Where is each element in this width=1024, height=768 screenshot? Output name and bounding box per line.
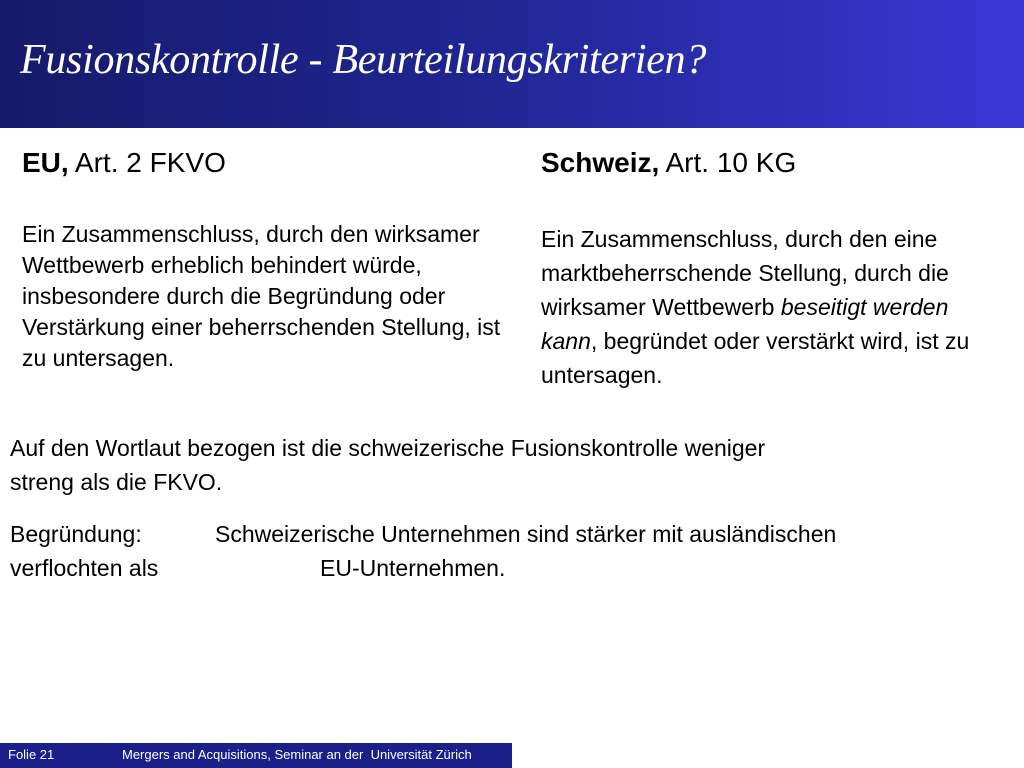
swiss-heading-rest: Art. 10 KG: [659, 147, 797, 178]
footer-bar: [0, 743, 512, 768]
eu-heading: [22, 144, 502, 182]
slide-title: Fusionskontrolle - Beurteilungskriterien?: [20, 37, 707, 83]
swiss-heading: [541, 144, 1011, 182]
reason-line2-a: verflochten als: [10, 555, 159, 581]
reason: [10, 517, 1010, 585]
reason-label: Begründung:: [10, 521, 142, 547]
eu-heading-rest: Art. 2 FKVO: [68, 147, 226, 178]
swiss-column: [541, 144, 1011, 388]
reason-line2-b: EU-Unternehmen.: [320, 555, 506, 581]
swiss-text-part2: , begründet oder verstärkt wird, ist zu untersagen.: [541, 328, 970, 388]
swiss-text-emphasis: beseitigt werden kann: [541, 294, 949, 354]
conclusion: [10, 431, 1010, 499]
eu-heading-bold: EU,: [22, 147, 69, 178]
swiss-heading-bold: Schweiz,: [541, 147, 660, 178]
conclusion-line1: Auf den Wortlaut bezogen ist die schweizerische Fusionskontrolle weniger: [10, 435, 766, 461]
title-bar: [0, 0, 1024, 128]
slide-number: Folie 21: [8, 747, 55, 762]
swiss-text: [541, 222, 1011, 392]
conclusion-line2: streng als die FKVO.: [10, 469, 223, 495]
swiss-text-part1: Ein Zusammenschluss, durch den eine marktbeherrschende Stellung, durch die wirksamer Wettbewerb: [541, 226, 949, 320]
eu-text: Ein Zusammenschluss, durch den wirksamer Wettbewerb erheblich behindert würde, insbesondere durch die Begründung oder Verstärkung einer beherrschenden Stellung, ist zu untersagen.: [22, 221, 501, 371]
footer-course: Mergers and Acquisitions, Seminar an der Universität Zürich: [122, 747, 472, 762]
eu-column: [22, 144, 502, 371]
reason-line1: Schweizerische Unternehmen sind stärker mit ausländischen: [215, 521, 837, 547]
